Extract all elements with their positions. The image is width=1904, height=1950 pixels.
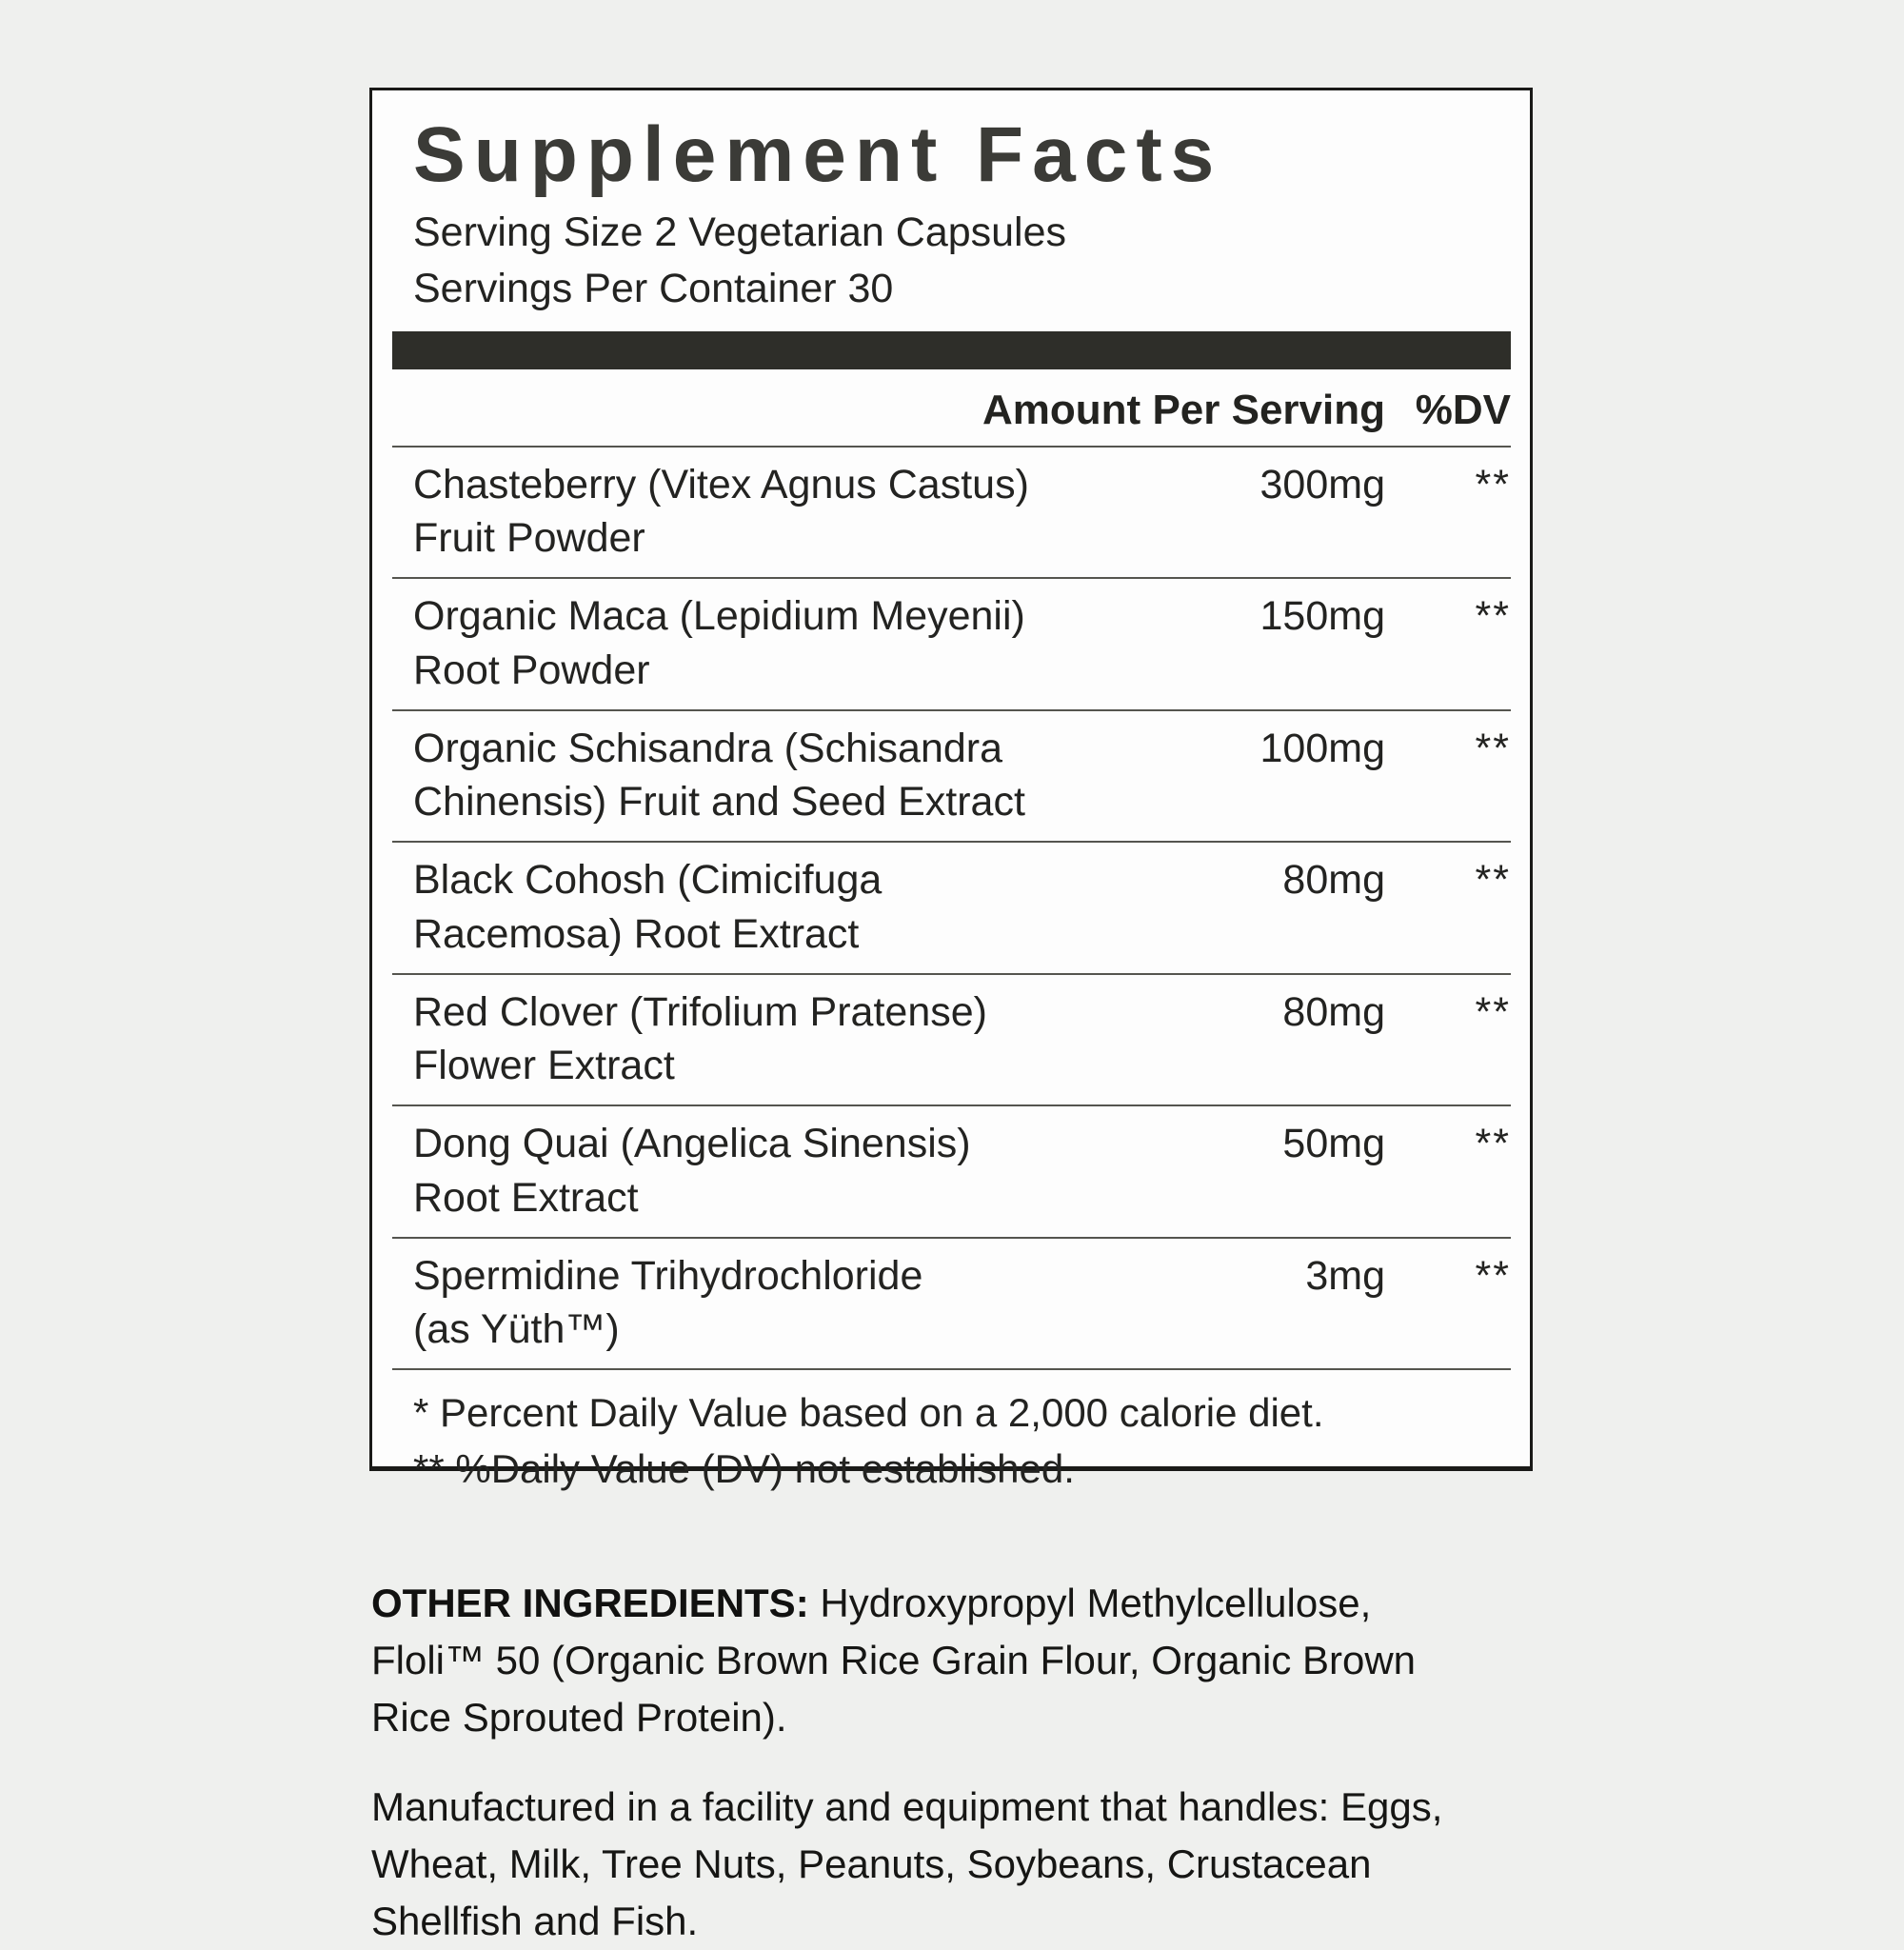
- ingredient-name-line1: Dong Quai (Angelica Sinensis): [413, 1121, 971, 1167]
- allergen-line3: Shellfish and Fish.: [371, 1899, 699, 1944]
- ingredient-name: [392, 985, 1180, 1094]
- thick-divider-bar: [392, 331, 1511, 369]
- ingredient-amount: 80mg: [1282, 857, 1385, 904]
- allergen-line2: Wheat, Milk, Tree Nuts, Peanuts, Soybeans, Crustacean: [371, 1841, 1372, 1887]
- ingredient-name-line1: Black Cohosh (Cimicifuga: [413, 857, 883, 904]
- ingredient-dv: **: [1475, 593, 1511, 640]
- footnote-dv-not-established: ** %Daily Value (DV) not established.: [413, 1445, 1075, 1491]
- ingredient-row-spermidine: [392, 1239, 1511, 1371]
- ingredient-name-line2: Root Extract: [413, 1174, 639, 1221]
- ingredient-row-dong-quai: [392, 1106, 1511, 1239]
- ingredient-name: [392, 853, 1180, 962]
- footnote-daily-value: * Percent Daily Value based on a 2,000 calorie diet.: [413, 1390, 1324, 1436]
- ingredient-row-schisandra: [392, 711, 1511, 844]
- ingredient-dv: **: [1475, 1121, 1511, 1167]
- other-ingredients-label: OTHER INGREDIENTS:: [371, 1581, 809, 1625]
- ingredient-name: [392, 458, 1180, 567]
- ingredient-row-black-cohosh: [392, 843, 1511, 975]
- ingredient-amount: 80mg: [1282, 988, 1385, 1035]
- ingredient-name-line2: Chinensis) Fruit and Seed Extract: [413, 779, 1025, 826]
- other-ingredients-line1-text: Hydroxypropyl Methylcellulose,: [808, 1581, 1372, 1625]
- ingredient-amount: 100mg: [1259, 725, 1385, 771]
- ingredient-name: [392, 1249, 1180, 1358]
- ingredient-name-line2: Root Powder: [413, 647, 650, 693]
- ingredient-name: [392, 589, 1180, 698]
- footnotes: [392, 1370, 1511, 1498]
- other-ingredients-line1: [371, 1581, 1371, 1625]
- allergen-statement: [371, 1779, 1637, 1950]
- ingredient-name-line2: Flower Extract: [413, 1043, 675, 1089]
- table-header-row: [392, 369, 1511, 448]
- ingredient-amount: 300mg: [1259, 461, 1385, 507]
- other-ingredients-line3: Rice Sprouted Protein).: [371, 1695, 787, 1741]
- serving-size-line: Serving Size 2 Vegetarian Capsules: [413, 209, 1067, 255]
- ingredient-amount: 50mg: [1282, 1121, 1385, 1167]
- allergen-line1: Manufactured in a facility and equipment that handles: Eggs,: [371, 1784, 1443, 1829]
- servings-per-container-line: Servings Per Container 30: [413, 265, 894, 311]
- ingredient-name: [392, 1117, 1180, 1225]
- ingredient-name: [392, 722, 1180, 830]
- other-ingredients-paragraph: [371, 1575, 1637, 1746]
- supplement-facts-panel: [369, 88, 1533, 1491]
- ingredient-name-line2: (as Yüth™): [413, 1306, 620, 1353]
- ingredient-name-line1: Organic Schisandra (Schisandra: [413, 725, 1003, 771]
- ingredient-name-line2: Racemosa) Root Extract: [413, 910, 860, 957]
- amount-per-serving-header: Amount Per Serving: [982, 386, 1385, 433]
- other-ingredients-line2: Floli™ 50 (Organic Brown Rice Grain Flour, Organic Brown: [371, 1638, 1417, 1683]
- ingredient-dv: **: [1475, 725, 1511, 771]
- ingredient-name-line1: Organic Maca (Lepidium Meyenii): [413, 593, 1025, 640]
- ingredient-dv: **: [1475, 1252, 1511, 1299]
- ingredient-amount: 150mg: [1259, 593, 1385, 640]
- ingredient-row-chasteberry: [392, 448, 1511, 580]
- dv-header: %DV: [1415, 386, 1511, 433]
- ingredient-row-maca: [392, 579, 1511, 711]
- ingredient-name-line1: Spermidine Trihydrochloride: [413, 1252, 923, 1299]
- ingredient-dv: **: [1475, 857, 1511, 904]
- panel-title: Supplement Facts: [413, 111, 1223, 198]
- ingredient-dv: **: [1475, 461, 1511, 507]
- ingredient-name-line1: Red Clover (Trifolium Pratense): [413, 988, 987, 1035]
- ingredient-name-line2: Fruit Powder: [413, 515, 645, 562]
- ingredient-row-red-clover: [392, 975, 1511, 1107]
- ingredient-name-line1: Chasteberry (Vitex Agnus Castus): [413, 461, 1029, 507]
- ingredient-amount: 3mg: [1305, 1252, 1385, 1299]
- ingredient-dv: **: [1475, 988, 1511, 1035]
